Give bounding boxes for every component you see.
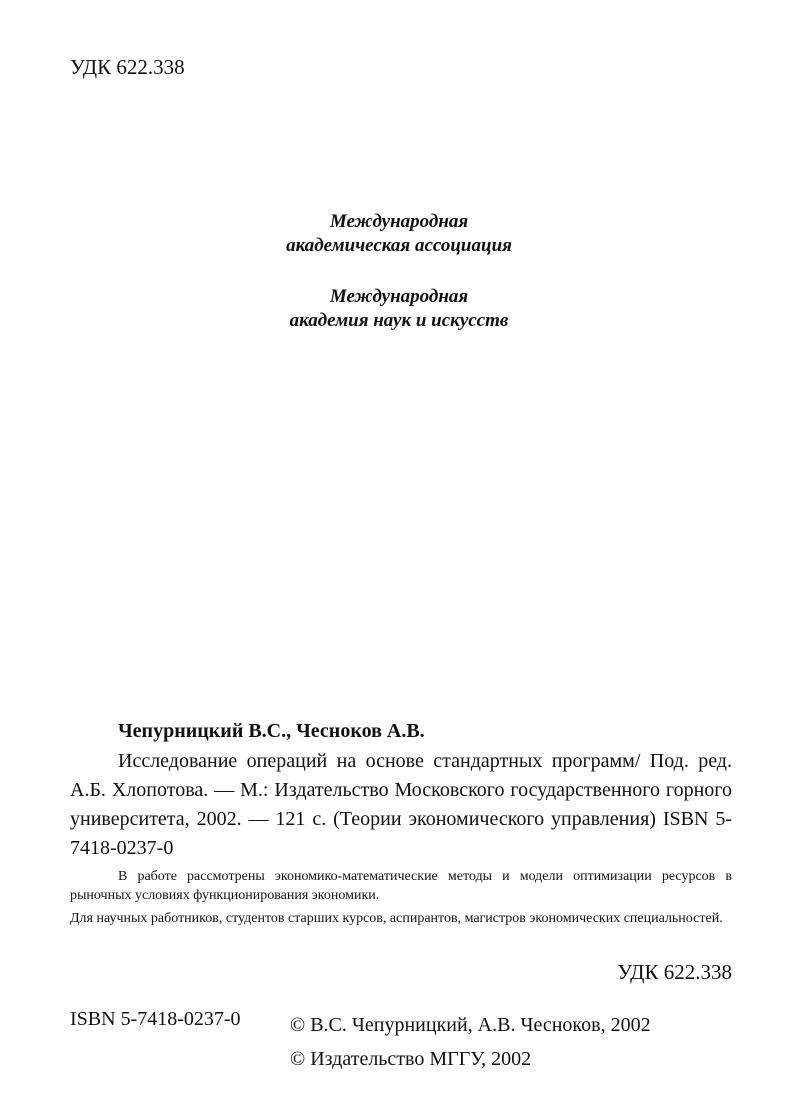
copyright-authors: © В.С. Чепурницкий, А.В. Чесноков, 2002 bbox=[290, 1014, 651, 1036]
bibliographic-description: Исследование операций на основе стандартных программ/ Под. ред. А.Б. Хлопотова. — М.: Издательство Московского государственного горного университета, 2002. — 121 с. (Теории экономического управления) ISBN 5-7418-0237-0 bbox=[70, 750, 732, 859]
abstract-paragraph-2: Для научных работников, студентов старших курсов, аспирантов, магистров экономических специальностей. bbox=[70, 911, 723, 926]
udk-code-bottom: УДК 622.338 bbox=[617, 960, 732, 984]
copyright-publisher: © Издательство МГГУ, 2002 bbox=[290, 1048, 532, 1070]
isbn: ISBN 5-7418-0237-0 bbox=[70, 1008, 241, 1030]
abstract-paragraph-1: В работе рассмотрены экономико-математические методы и модели оптимизации ресурсов в рыночных условиях функционирования экономики. bbox=[70, 869, 732, 903]
organization-2-line-1: Международная bbox=[329, 286, 469, 307]
authors: Чепурницкий В.С., Чесноков А.В. bbox=[118, 720, 425, 742]
organization-2 bbox=[0, 285, 798, 333]
organization-1-line-2: академическая ассоциация bbox=[286, 235, 512, 256]
bibliographic-record bbox=[70, 718, 732, 928]
copyright-block bbox=[290, 1008, 651, 1076]
udk-code-top: УДК 622.338 bbox=[70, 55, 185, 79]
organization-1 bbox=[0, 210, 798, 258]
organization-1-line-1: Международная bbox=[329, 211, 469, 232]
organization-2-line-2: академия наук и искусств bbox=[289, 310, 509, 331]
